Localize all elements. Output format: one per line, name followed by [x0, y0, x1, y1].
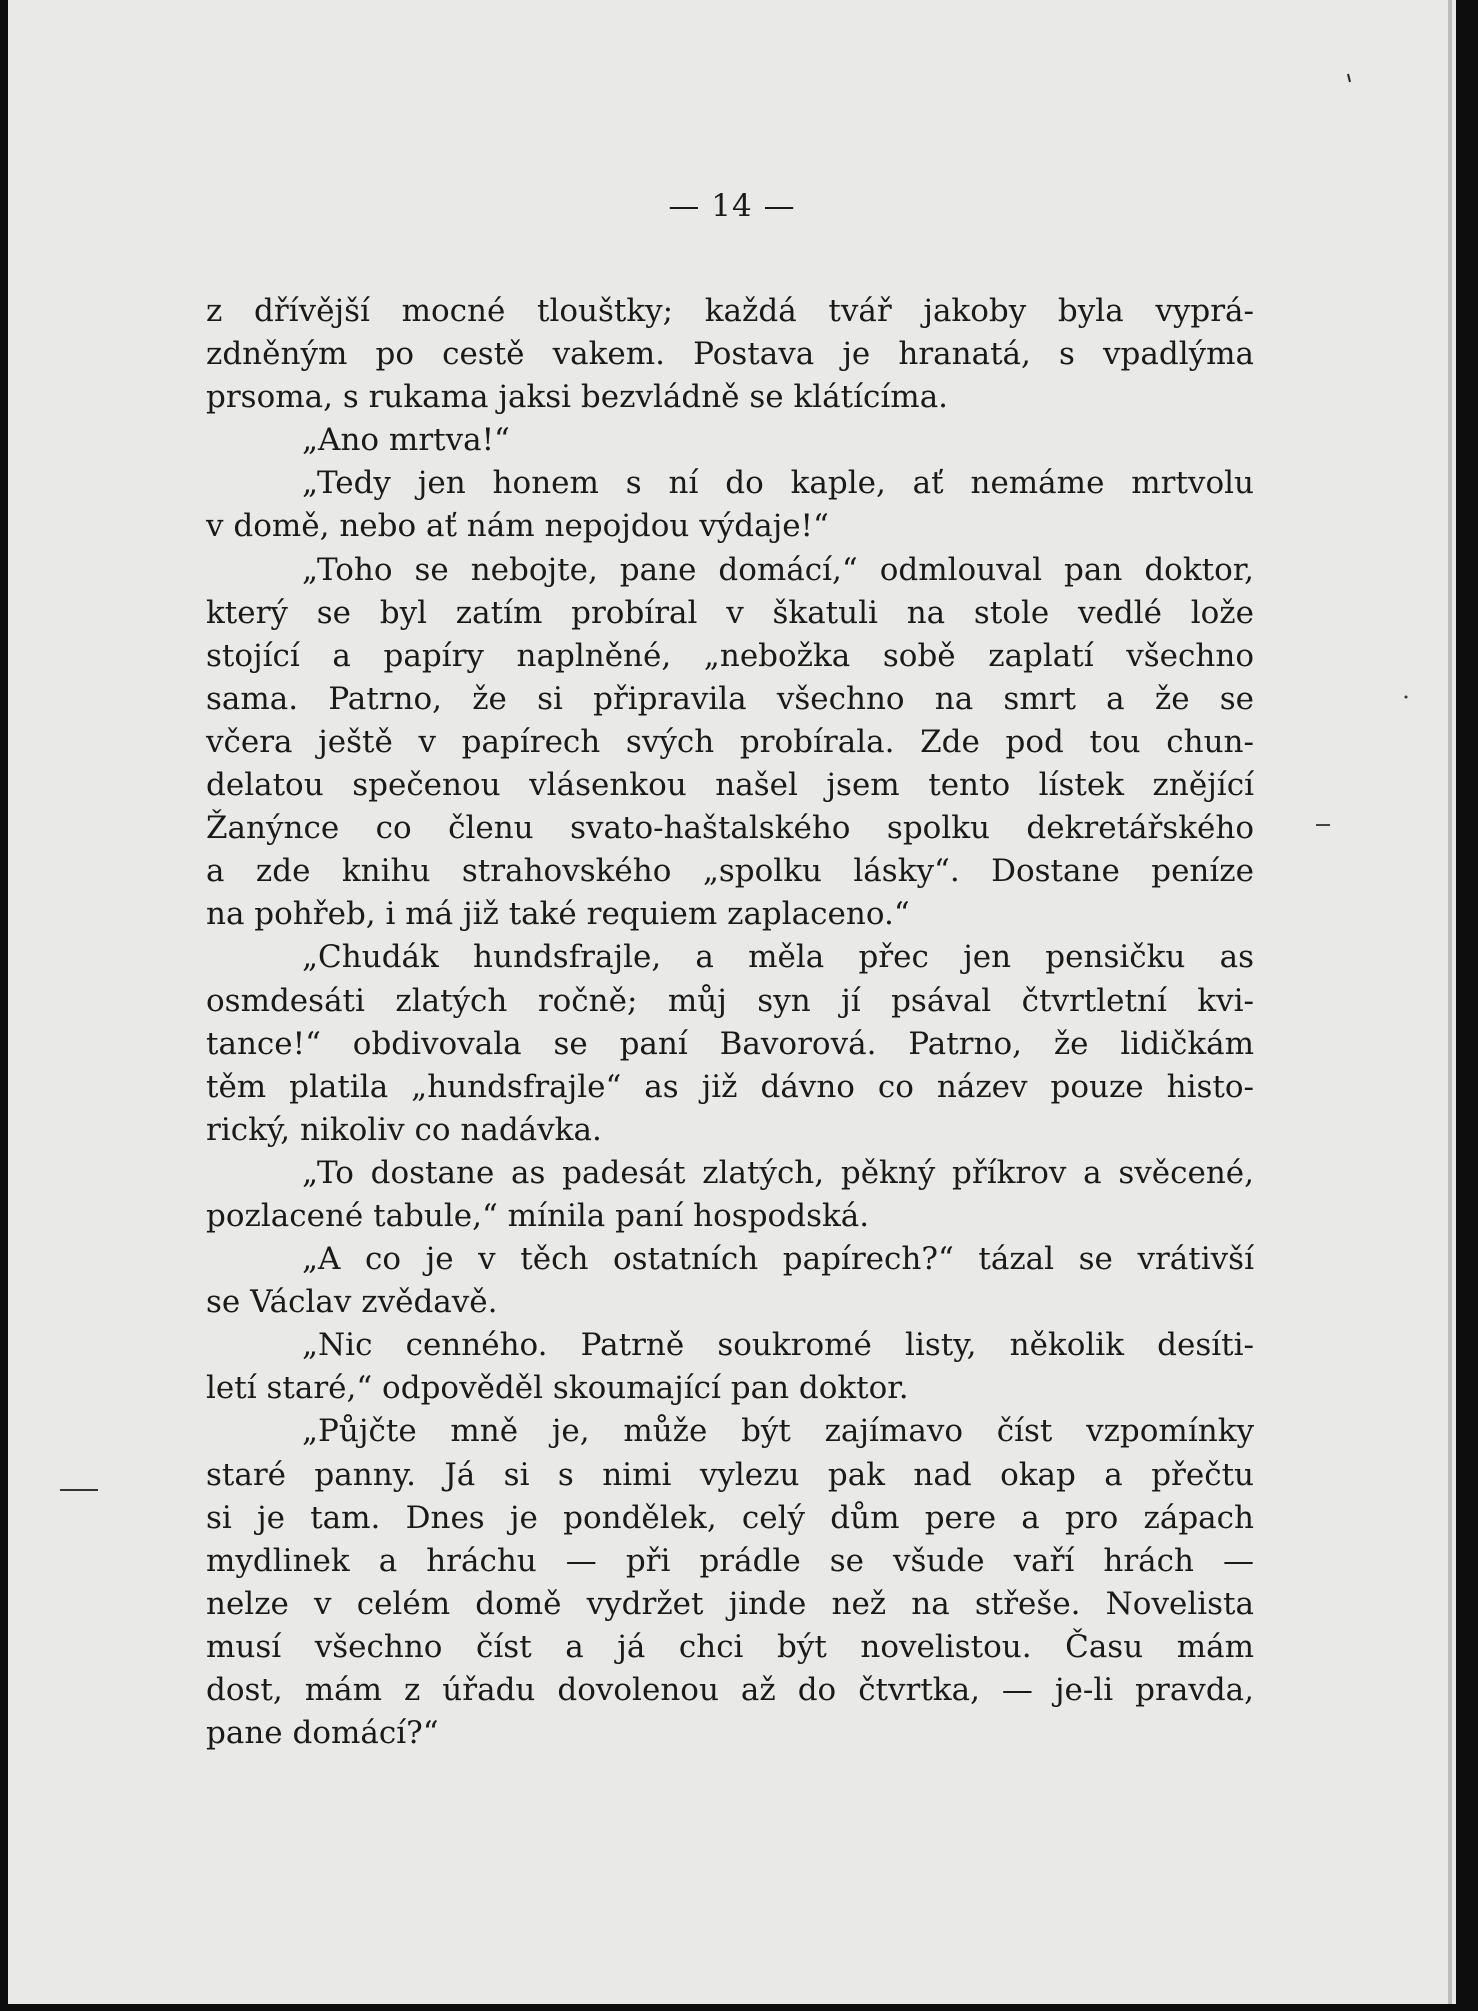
text-line: pane domácí?“ [206, 1715, 439, 1752]
text-line: prsoma, s rukama jaksi bezvládně se klátícíma. [206, 379, 949, 416]
text-line: který se byl zatím probíral v škatuli na stole vedlé lože [206, 594, 1254, 631]
text-line: z dřívější mocné tlouštky; každá tvář jakoby byla vyprá- [206, 293, 1254, 329]
text-line: nelze v celém domě vydržet jinde než na střeše. Novelista [206, 1585, 1254, 1622]
text-line: mydlinek a hráchu — při prádle se všude vaří hrách — [206, 1542, 1254, 1579]
text-line: Žanýnce co členu svato-haštalského spolku dekretářského [206, 810, 1254, 847]
text-line: „Ano mrtva!“ [302, 422, 510, 459]
page-number: — 14 — [668, 188, 796, 224]
text-line: si je tam. Dnes je pondělek, celý dům pere a pro zápach [206, 1499, 1254, 1536]
text-line: stojící a papíry naplněné, „nebožka sobě zaplatí všechno [206, 637, 1254, 674]
text-line: se Václav zvědavě. [206, 1284, 498, 1321]
text-line: „A co je v těch ostatních papírech?“ tázal se vrátivší [302, 1241, 1254, 1278]
text-line: sama. Patrno, že si připravila všechno na smrt a že se [206, 680, 1254, 717]
text-line: pozlacené tabule,“ mínila paní hospodská. [206, 1197, 870, 1234]
text-line: „To dostane as padesát zlatých, pěkný příkrov a svěcené, [302, 1154, 1254, 1191]
text-line: „Chudák hundsfrajle, a měla přec jen pensičku as [302, 939, 1254, 976]
book-page [8, 0, 1456, 2004]
text-line: delatou spečenou vlásenkou našel jsem tento lístek znějící [206, 767, 1254, 804]
text-line: „Nic cenného. Patrně soukromé listy, několik desíti- [302, 1327, 1254, 1364]
text-line: musí všechno číst a já chci být novelistou. Času mám [206, 1628, 1254, 1665]
text-line: tance!“ obdivovala se paní Bavorová. Patrno, že lidičkám [206, 1025, 1254, 1062]
body-text [206, 290, 1254, 1755]
text-line: dost, mám z úřadu dovolenou až do čtvrtka, — je-li pravda, [206, 1672, 1254, 1708]
text-line: v domě, nebo ať nám nepojdou výdaje!“ [206, 508, 829, 545]
text-line: „Půjčte mně je, může být zajímavo číst vzpomínky [302, 1413, 1254, 1450]
text-line: osmdesáti zlatých ročně; můj syn jí psával čtvrtletní kvi- [206, 982, 1254, 1019]
text-line: zdněným po cestě vakem. Postava je hranatá, s vpadlýma [206, 336, 1254, 373]
text-line: staré panny. Já si s nimi vylezu pak nad okap a přečtu [206, 1456, 1254, 1493]
text-line: letí staré,“ odpověděl skoumající pan doktor. [206, 1370, 909, 1407]
text-line: včera ještě v papírech svých probírala. Zde pod tou chun- [206, 723, 1254, 760]
text-line: a zde knihu strahovského „spolku lásky“. Dostane peníze [206, 853, 1254, 890]
text-line: „Toho se nebojte, pane domácí,“ odmlouval pan doktor, [302, 551, 1254, 588]
text-line: „Tedy jen honem s ní do kaple, ať nemáme mrtvolu [302, 465, 1254, 502]
text-line: rický, nikoliv co nadávka. [206, 1111, 602, 1148]
text-line: na pohřeb, i má již také requiem zaplaceno.“ [206, 896, 910, 933]
text-line: těm platila „hundsfrajle“ as již dávno co název pouze histo- [206, 1068, 1254, 1105]
